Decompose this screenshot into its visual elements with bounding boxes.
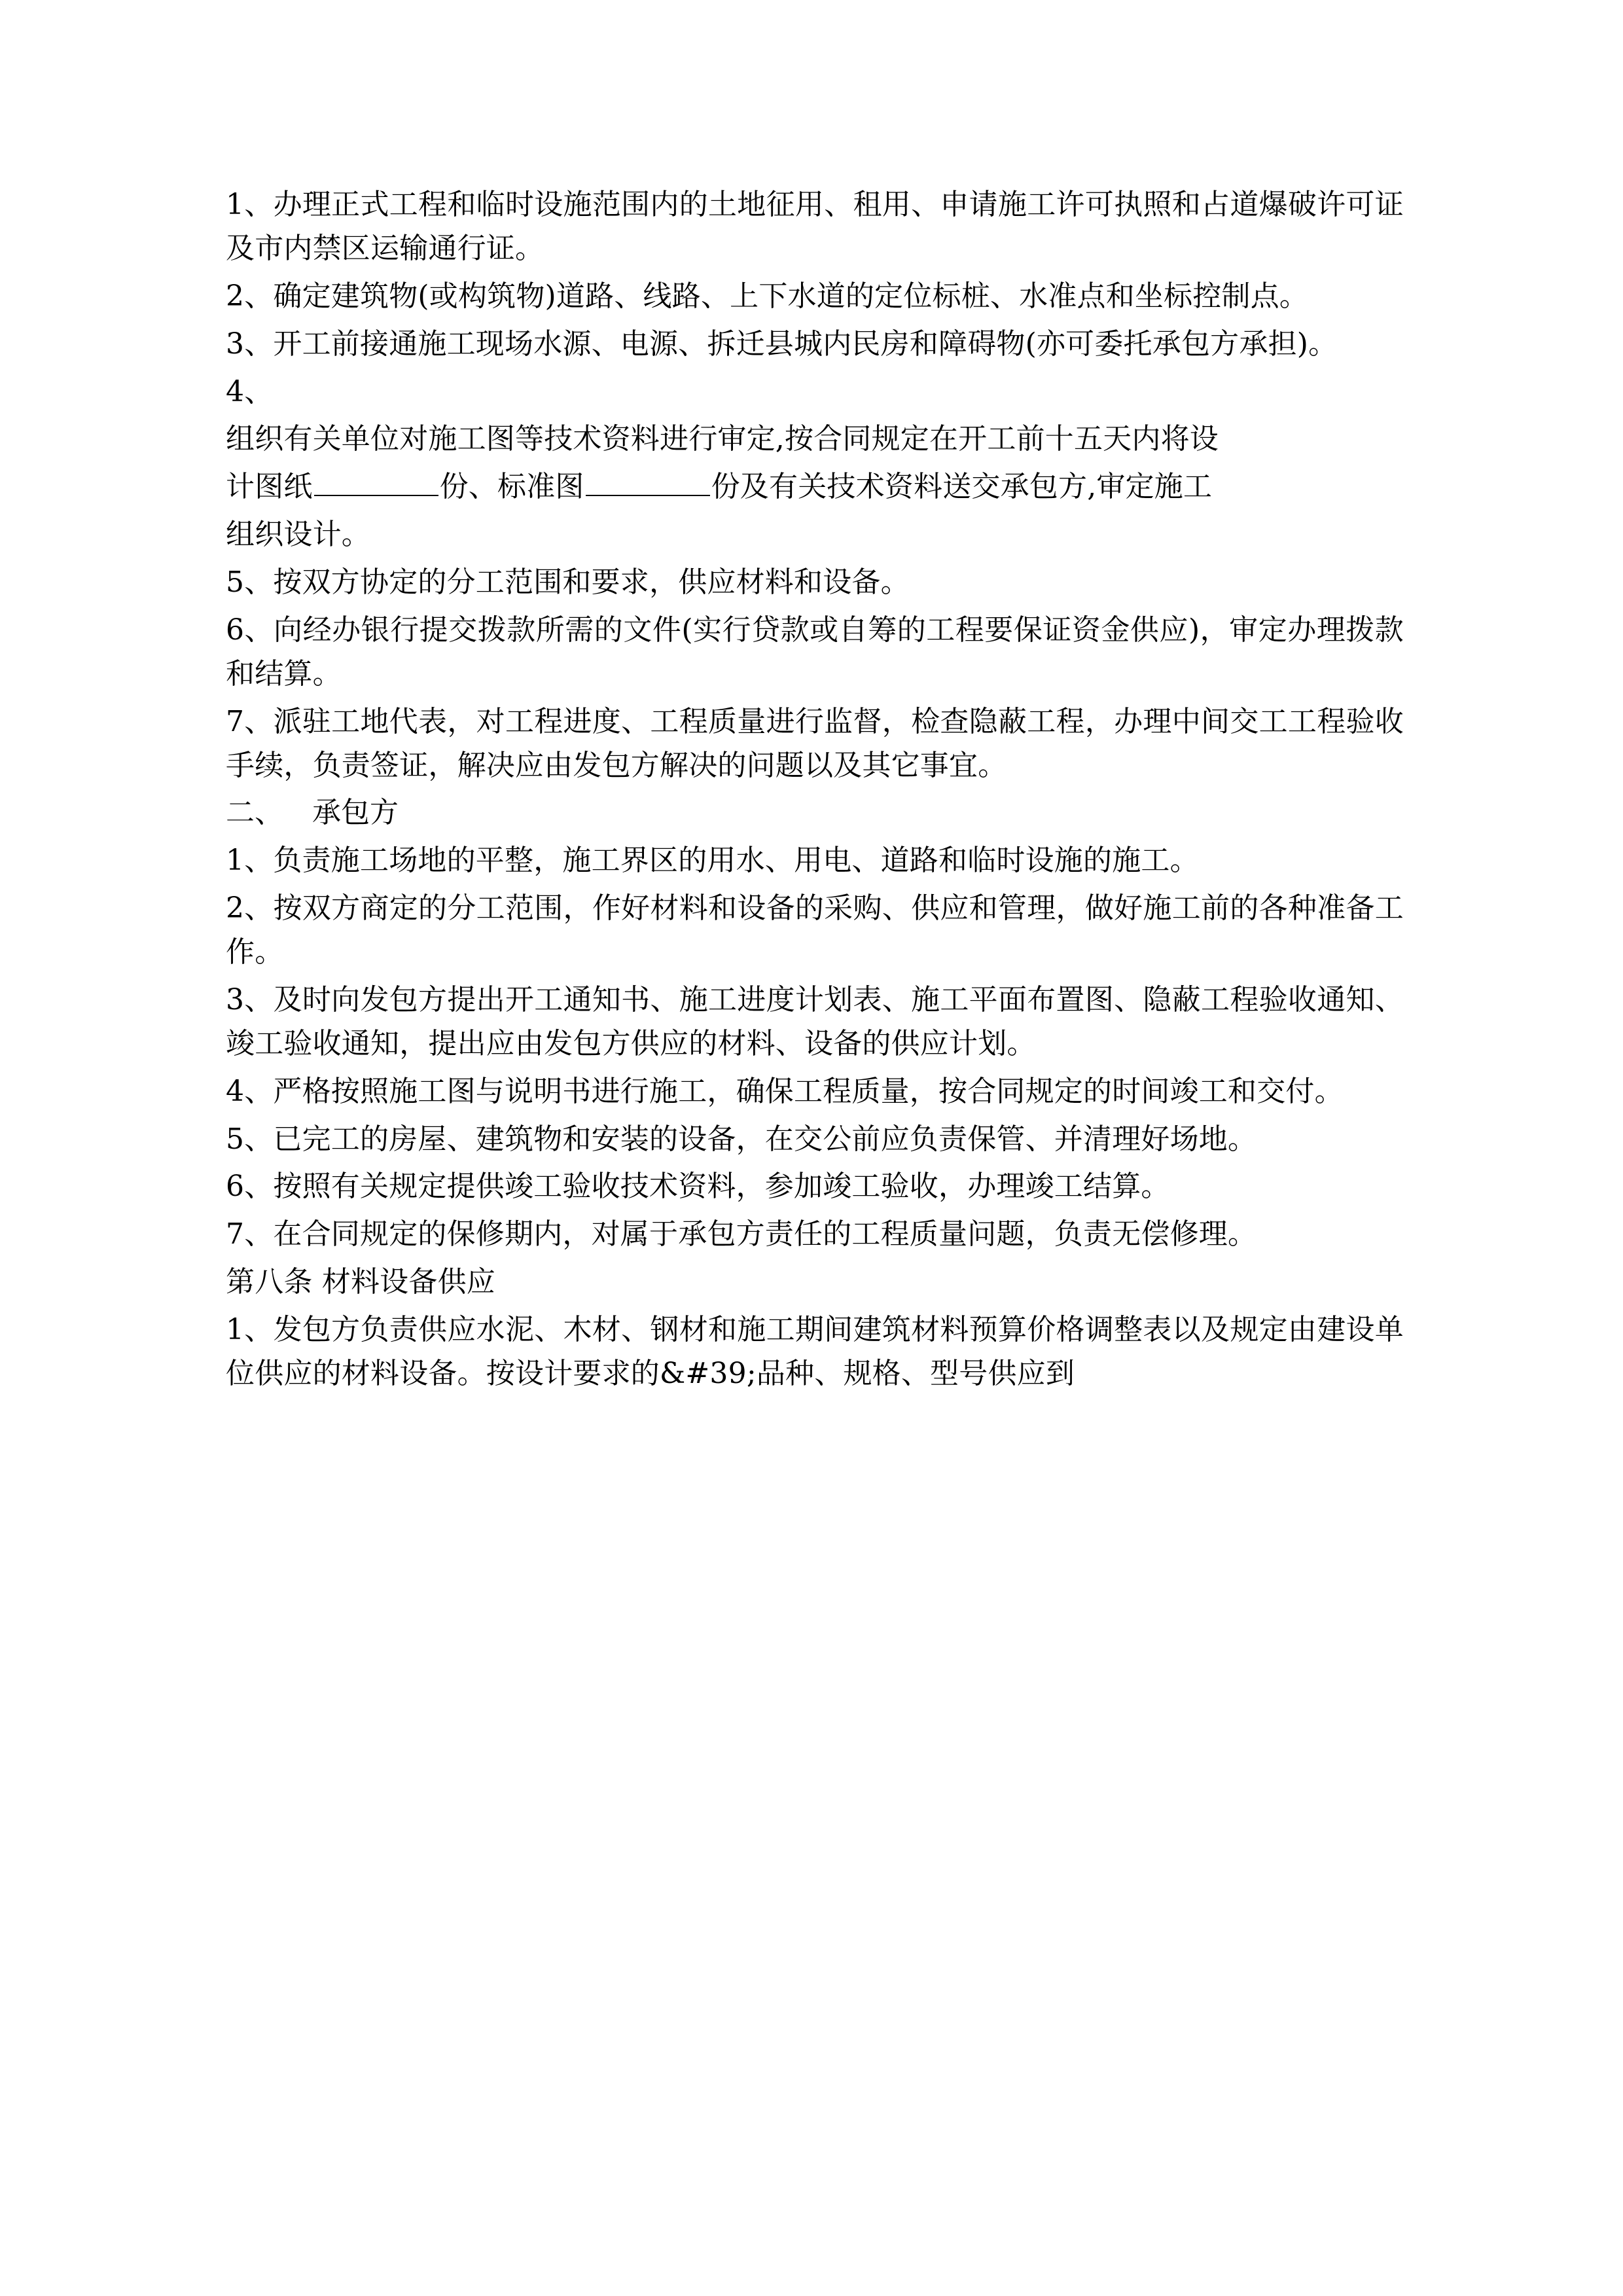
section-two-number: 二、 bbox=[226, 796, 283, 830]
fill-in-blank-standard-drawings[interactable] bbox=[586, 469, 710, 496]
paragraph-b1: 1、负责施工场地的平整，施工界区的用水、用电、道路和临时设施的施工。 bbox=[226, 844, 1199, 878]
article-eight-heading: 第八条 材料设备供应 bbox=[226, 1265, 495, 1299]
paragraph-b3: 3、及时向发包方提出开工通知书、施工进度计划表、施工平面布置图、隐蔽工程验收通知、竣工验收通知，提出应由发包方供应的材料、设备的供应计划。 bbox=[226, 982, 1404, 1060]
paragraph-a2: 2、确定建筑物(或构筑物)道路、线路、上下水道的定位标桩、水准点和坐标控制点。 bbox=[226, 279, 1309, 313]
paragraph-a7: 7、派驻工地代表，对工程进度、工程质量进行监督，检查隐蔽工程，办理中间交工工程验收手续，负责签证，解决应由发包方解决的问题以及其它事宜。 bbox=[226, 704, 1404, 782]
paragraph-c1: 1、发包方负责供应水泥、木材、钢材和施工期间建筑材料预算价格调整表以及规定由建设单位供应的材料设备。按设计要求的&#39;品种、规格、型号供应到 bbox=[226, 1313, 1404, 1390]
paragraph-b6: 6、按照有关规定提供竣工验收技术资料，参加竣工验收，办理竣工结算。 bbox=[226, 1170, 1170, 1204]
paragraph-a4-line2-mid: 份、标准图 bbox=[439, 470, 584, 504]
paragraph-a4-number: 4、 bbox=[226, 374, 274, 408]
section-heading-two bbox=[226, 791, 1404, 835]
paragraph-b5: 5、已完工的房屋、建筑物和安装的设备，在交公前应负责保管、并清理好场地。 bbox=[226, 1122, 1257, 1156]
paragraph-b4: 4、严格按照施工图与说明书进行施工，确保工程质量，按合同规定的时间竣工和交付。 bbox=[226, 1074, 1344, 1108]
paragraph-a4-line3: 组织设计。 bbox=[226, 518, 370, 552]
fill-in-blank-drawings[interactable] bbox=[314, 469, 438, 496]
paragraph-a6: 6、向经办银行提交拨款所需的文件(实行贷款或自筹的工程要保证资金供应)，审定办理拨款和结算。 bbox=[226, 613, 1404, 691]
paragraph-a1: 1、办理正式工程和临时设施范围内的土地征用、租用、申请施工许可执照和占道爆破许可证及市内禁区运输通行证。 bbox=[226, 188, 1404, 265]
paragraph-b7: 7、在合同规定的保修期内，对属于承包方责任的工程质量问题，负责无偿修理。 bbox=[226, 1217, 1257, 1251]
section-two-title: 承包方 bbox=[312, 796, 399, 830]
paragraph-a4-line2-prefix: 计图纸 bbox=[226, 470, 313, 504]
paragraph-a3: 3、开工前接通施工现场水源、电源、拆迁县城内民房和障碍物(亦可委托承包方承担)。 bbox=[226, 327, 1338, 361]
paragraph-b2: 2、按双方商定的分工范围，作好材料和设备的采购、供应和管理，做好施工前的各种准备工作。 bbox=[226, 891, 1404, 969]
paragraph-a5: 5、按双方协定的分工范围和要求，供应材料和设备。 bbox=[226, 565, 910, 599]
document-body bbox=[226, 183, 1404, 1396]
paragraph-a4-line1: 组织有关单位对施工图等技术资料进行审定,按合同规定在开工前十五天内将设 bbox=[226, 422, 1219, 456]
paragraph-a4-line2-suffix: 份及有关技术资料送交承包方,审定施工 bbox=[711, 470, 1213, 504]
paragraph-a4-line2 bbox=[226, 465, 1404, 509]
